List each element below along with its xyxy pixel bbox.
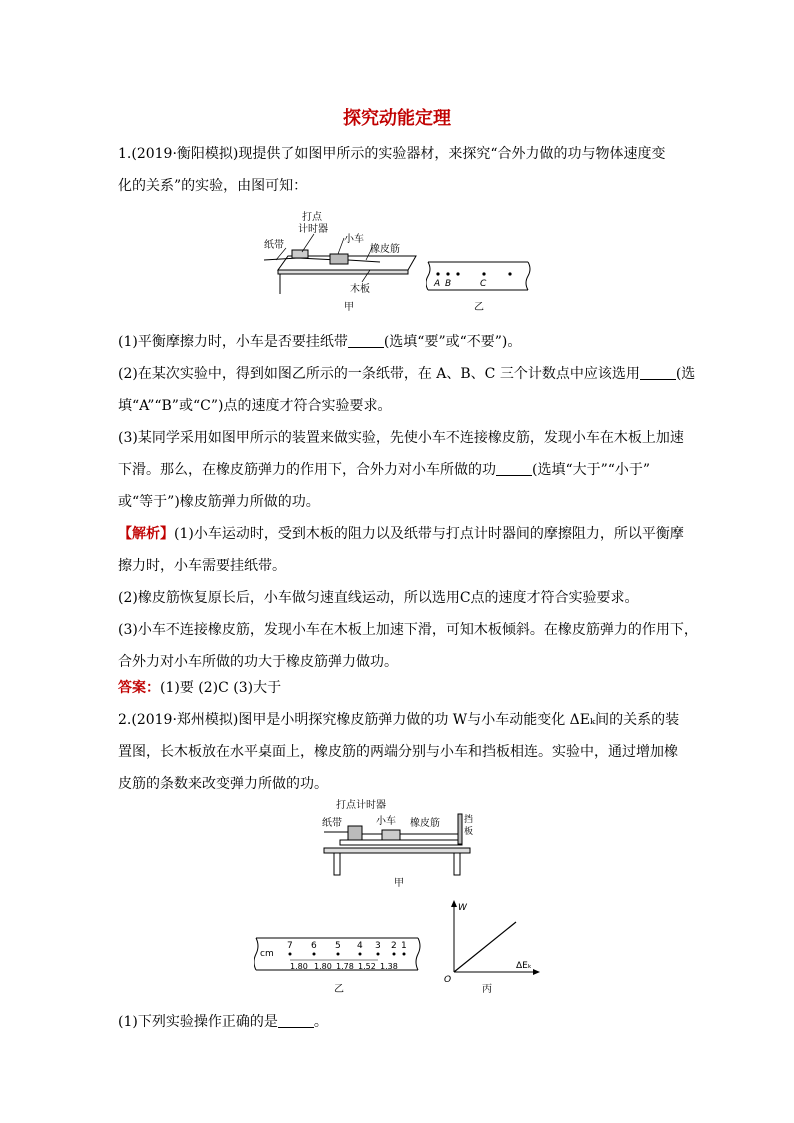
caption-yi: 乙 [334,984,344,995]
q2-sub1-text: (1)下列实验操作正确的是 [118,1014,278,1030]
tape-label-1: 1 [401,941,407,951]
label-muban: 木板 [350,284,370,295]
q2-figure-jia [318,796,478,890]
q1-jiexi-line4: (3)小车不连接橡皮筋，发现小车在木板上加速下滑，可知木板倾斜。在橡皮筋弹力的作用下， [118,622,698,638]
tape-distance-1: 1.80 [290,962,308,971]
caption-yi: 乙 [474,302,484,313]
tape-unit: cm [260,949,274,959]
label-zhidai: 纸带 [322,818,342,829]
label-dang: 挡 [464,815,474,825]
q1-sub1-tail: (选填“要”或“不要”)。 [383,334,522,350]
tape-distance-3: 1.78 [336,962,354,971]
x-axis-label: ΔEₖ [516,961,532,971]
tape-point-b: B [445,279,452,289]
answer-text: (1)要 (2)C (3)大于 [160,680,282,696]
q1-answer [118,672,678,704]
tape-point-a: A [434,279,441,289]
q1-sub3-line1: (3)某同学采用如图甲所示的装置来做实验，先使小车不连接橡皮筋，发现小车在木板上加速 [118,430,684,446]
q1-jiexi-line1 [118,518,684,550]
label-xiangpijin: 橡皮筋 [370,244,400,255]
tape-label-2: 2 [391,941,397,951]
jiexi-text: (1)小车运动时，受到木板的阻力以及纸带与打点计时器间的摩擦阻力，所以平衡摩 [174,526,684,542]
q2-sub1-tail: 。 [313,1014,328,1030]
q2-stem-line1: 2.(2019·郑州模拟)图甲是小明探究橡皮筋弹力做的功 W与小车动能变化 ΔEₖ间的关系的装 [118,712,680,728]
q1-stem-line1: 1.(2019·衡阳模拟)现提供了如图甲所示的实验器材，来探究“合外力做的功与物体速度变 [118,146,666,162]
q1-jiexi-line2: 擦力时，小车需要挂纸带。 [118,558,286,574]
q2-stem-line2: 置图，长木板放在水平桌面上，橡皮筋的两端分别与小车和挡板相连。实验中，通过增加橡 [118,744,678,760]
origin-label: O [444,975,452,985]
label-xiangpijin: 橡皮筋 [410,818,440,829]
q1-sub3-line2 [118,454,678,486]
q2-stem-line3: 皮筋的条数来改变弹力所做的功。 [118,776,328,792]
q2-figure-yi [254,934,422,996]
q1-jiexi-line5: 合外力对小车所做的功大于橡皮筋弹力做功。 [118,654,398,670]
answer-tag: 答案： [118,680,160,696]
q1-sub2-tail: (选 [675,366,696,382]
caption-jia: 甲 [394,878,404,889]
jiexi-tag: 【解析】 [118,526,174,542]
label-zhidai: 纸带 [264,240,284,251]
q1-sub2-text: (2)在某次实验中，得到如图乙所示的一条纸带，在 A、B、C 三个计数点中应该选用 [118,366,640,382]
label-xiaoche: 小车 [344,234,364,245]
q1-figure-jia [258,208,428,318]
q1-stem-line2: 化的关系”的实验，由图可知： [118,178,308,194]
q1-sub3-line3: 或“等于”)橡皮筋弹力所做的功。 [118,494,320,510]
q1-sub2 [118,358,696,390]
tape-label-7: 7 [287,941,293,951]
tape-distance-4: 1.52 [358,962,376,971]
q1-sub3-tail: (选填“大于”“小于” [532,462,651,478]
answer-blank [496,461,532,476]
page-title: 探究动能定理 [343,108,451,129]
label-ban: 板 [464,827,474,837]
q1-sub2-line2: 填“A”“B”或“C”)点的速度才符合实验要求。 [118,398,392,414]
answer-blank [348,333,384,348]
tape-points [289,953,406,956]
tape-distance-2: 1.80 [314,962,332,971]
tape-point-c: C [480,279,487,289]
answer-blank [640,365,676,380]
q1-sub1-text: (1)平衡摩擦力时，小车是否要挂纸带 [118,334,348,350]
tape-label-5: 5 [335,941,341,951]
q1-figure-yi [426,258,532,318]
answer-blank [278,1013,314,1028]
tape-label-6: 6 [311,941,317,951]
label-dazhi: 打点 [302,212,322,223]
y-axis-label: W [458,903,467,913]
q1-sub1 [118,326,678,358]
tape-distance-5: 1.38 [380,962,398,971]
q1-sub3-text: 下滑。那么，在橡皮筋弹力的作用下，合外力对小车所做的功 [118,462,496,478]
caption-bing: 丙 [482,984,492,995]
tape-label-3: 3 [375,941,381,951]
label-xiaoche: 小车 [376,816,396,827]
w-line [454,922,516,972]
q2-sub1 [118,1006,678,1038]
q2-figure-bing [440,896,544,996]
caption-jia: 甲 [344,302,354,313]
label-dazhi-jishiqi: 打点计时器 [336,800,386,811]
label-jishiqi: 计时器 [298,224,328,235]
q1-jiexi-line3: (2)橡皮筋恢复原长后，小车做匀速直线运动，所以选用C点的速度才符合实验要求。 [118,590,639,606]
tape-label-4: 4 [357,941,363,951]
